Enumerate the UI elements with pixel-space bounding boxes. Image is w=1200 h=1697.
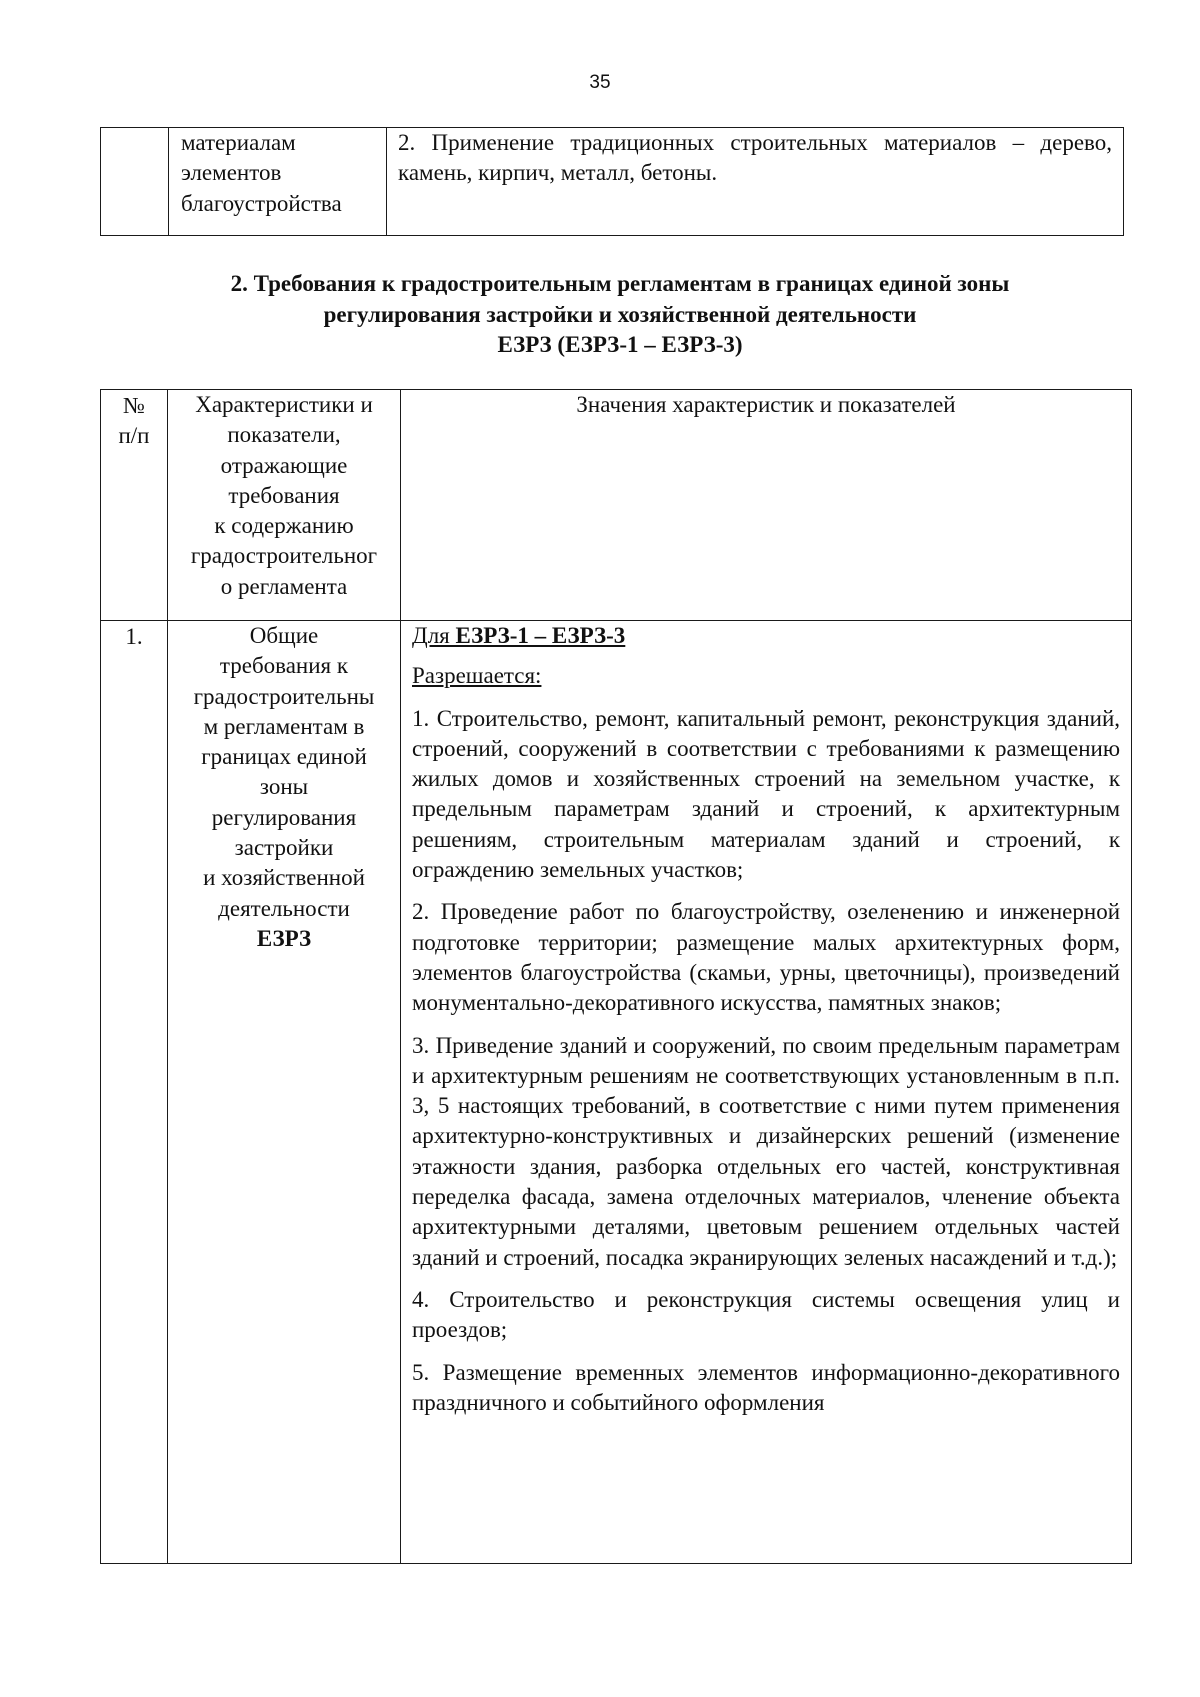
characteristic-line: благоустройства xyxy=(181,190,342,216)
section-heading-line: регулирования застройки и хозяйственной деятельности xyxy=(323,301,917,327)
characteristic-line: элементов xyxy=(181,160,282,186)
value-cell: 2. Применение традиционных строительных материалов – дерево, камень, кирпич, металл, бетоны. xyxy=(387,128,1124,236)
zone-heading xyxy=(412,621,1120,651)
characteristic-line: градостроительны xyxy=(193,683,375,709)
header-number-line: № xyxy=(123,393,145,418)
header-characteristic-cell xyxy=(168,390,401,621)
characteristic-line: Общие xyxy=(249,623,319,648)
header-characteristic-line: требования xyxy=(228,482,340,508)
characteristic-cell xyxy=(169,128,387,236)
characteristic-line: материалам xyxy=(181,130,296,155)
table-row xyxy=(101,621,1132,1564)
requirements-table xyxy=(100,389,1132,1564)
zone-heading-code: ЕЗРЗ-1 – ЕЗРЗ-3 xyxy=(455,623,626,648)
characteristic-line: зоны xyxy=(259,774,309,800)
header-number-line: п/п xyxy=(118,423,150,449)
zone-code-label: ЕЗРЗ xyxy=(256,925,312,951)
requirement-paragraph: 3. Приведение зданий и сооружений, по своим предельным параметрам и архитектурным решениям не соответствующих установленным в п.п. 3, 5 настоящих требований, в соответствие с ними путем применения архитектурно-конструктивных и дизайнерских решений (изменение этажности здания, разборка отдельных его частей, конструктивная переделка фасада, замена отделочных материалов, членение объекта архитектурными деталями, цветовым решением отдельных частей зданий и строений, посадка экранирующих зеленых насаждений и т.д.); xyxy=(412,1032,1120,1270)
characteristic-line: застройки xyxy=(234,835,334,861)
row-number-cell xyxy=(101,128,169,236)
requirement-paragraph: 1. Строительство, ремонт, капитальный ремонт, реконструкция зданий, строений, сооружений в соответствии с требованиями к размещению жилых домов и хозяйственных строений на земельном участке, к предельным параметрам зданий и строений, к архитектурным решениям, строительным материалам зданий и строений, к ограждению земельных участков; xyxy=(412,705,1120,883)
row-number-cell: 1. xyxy=(101,621,168,1564)
header-characteristic-line: показатели, xyxy=(227,422,341,448)
section-heading-line: ЕЗРЗ (ЕЗРЗ-1 – ЕЗРЗ-3) xyxy=(497,332,743,357)
zone-heading-prefix: Для xyxy=(412,623,456,648)
header-characteristic-line: к содержанию xyxy=(214,513,354,539)
characteristic-line: деятельности xyxy=(218,895,350,921)
characteristic-line: границах единой xyxy=(201,744,367,770)
characteristic-cell xyxy=(168,621,401,1564)
section-heading-line: 2. Требования к градостроительным регламентам в границах единой зоны xyxy=(230,271,1010,296)
continued-table xyxy=(100,127,1124,236)
requirement-paragraph: 2. Проведение работ по благоустройству, озеленению и инженерной подготовке территории; размещение малых архитектурных форм, элементов благоустройства (скамьи, урны, цветочницы), произведений монументально-декоративного искусства, памятных знаков; xyxy=(412,899,1120,1016)
table-header-row xyxy=(101,390,1132,621)
header-number-cell xyxy=(101,390,168,621)
requirement-paragraph: 4. Строительство и реконструкция системы освещения улиц и проездов; xyxy=(412,1286,1120,1343)
header-characteristic-line: Характеристики и xyxy=(195,392,373,417)
table-row xyxy=(101,128,1124,236)
characteristic-line: регулирования xyxy=(211,804,357,830)
header-characteristic-line: отражающие xyxy=(220,452,348,478)
page-number: 35 xyxy=(589,72,611,93)
value-cell xyxy=(401,621,1132,1564)
characteristic-line: требования к xyxy=(219,653,349,679)
header-values-cell: Значения характеристик и показателей xyxy=(401,390,1132,621)
header-characteristic-line: о регламента xyxy=(220,573,348,599)
section-heading xyxy=(100,269,1140,361)
allowed-label: Разрешается: xyxy=(412,663,542,689)
header-characteristic-line: градостроительног xyxy=(190,543,378,569)
characteristic-line: м регламентам в xyxy=(203,713,365,739)
characteristic-line: и хозяйственной xyxy=(203,865,365,891)
requirement-paragraph: 5. Размещение временных элементов информационно-декоративного праздничного и событийного оформления xyxy=(412,1359,1120,1415)
